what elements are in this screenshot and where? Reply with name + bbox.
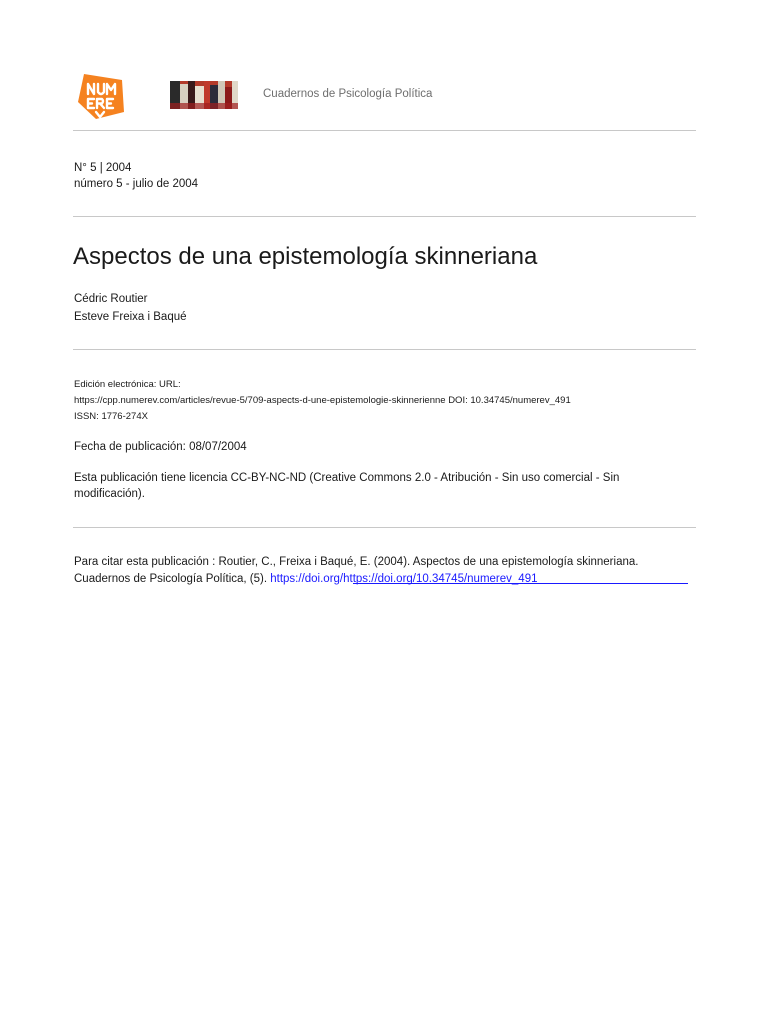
license-text: Esta publicación tiene licencia CC-BY-NC-ND (Creative Commons 2.0 - Atribución - Sin uso comercial - Sin modificación). <box>74 472 620 500</box>
doi-link[interactable]: https://doi.org/https://doi.org/10.34745/numerev_491 <box>270 573 538 585</box>
electronic-edition <box>74 377 571 425</box>
divider <box>73 527 696 528</box>
article-title: Aspectos de una epistemología skinneriana <box>73 243 538 270</box>
author-name: Cédric Routier <box>74 293 148 305</box>
issue-date: número 5 - julio de 2004 <box>74 178 199 190</box>
doi-link-underline <box>353 583 688 584</box>
divider <box>73 349 696 350</box>
issue-number: N° 5 | 2004 <box>74 162 132 174</box>
publication-date: Fecha de publicación: 08/07/2004 <box>74 441 247 453</box>
author-name: Esteve Freixa i Baqué <box>74 311 187 323</box>
issn: ISSN: 1776-274X <box>74 411 148 422</box>
author-list <box>74 290 187 326</box>
edition-url: https://cpp.numerev.com/articles/revue-5/709-aspects-d-une-epistemologie-skinnerienne DOI: 10.34745/numerev_491 <box>74 395 571 406</box>
issue-info <box>74 160 198 192</box>
divider <box>73 216 696 217</box>
divider <box>73 130 696 131</box>
citation-text: Para citar esta publicación : Routier, C., Freixa i Baqué, E. (2004). Aspectos de una epistemología skinneriana. Cuadernos de Psicología Política, (5). <box>74 556 639 585</box>
edition-label: Edición electrónica: URL: <box>74 379 181 390</box>
numerev-logo <box>76 72 126 120</box>
journal-name: Cuadernos de Psicología Política <box>263 88 433 100</box>
journal-banner <box>170 81 238 109</box>
